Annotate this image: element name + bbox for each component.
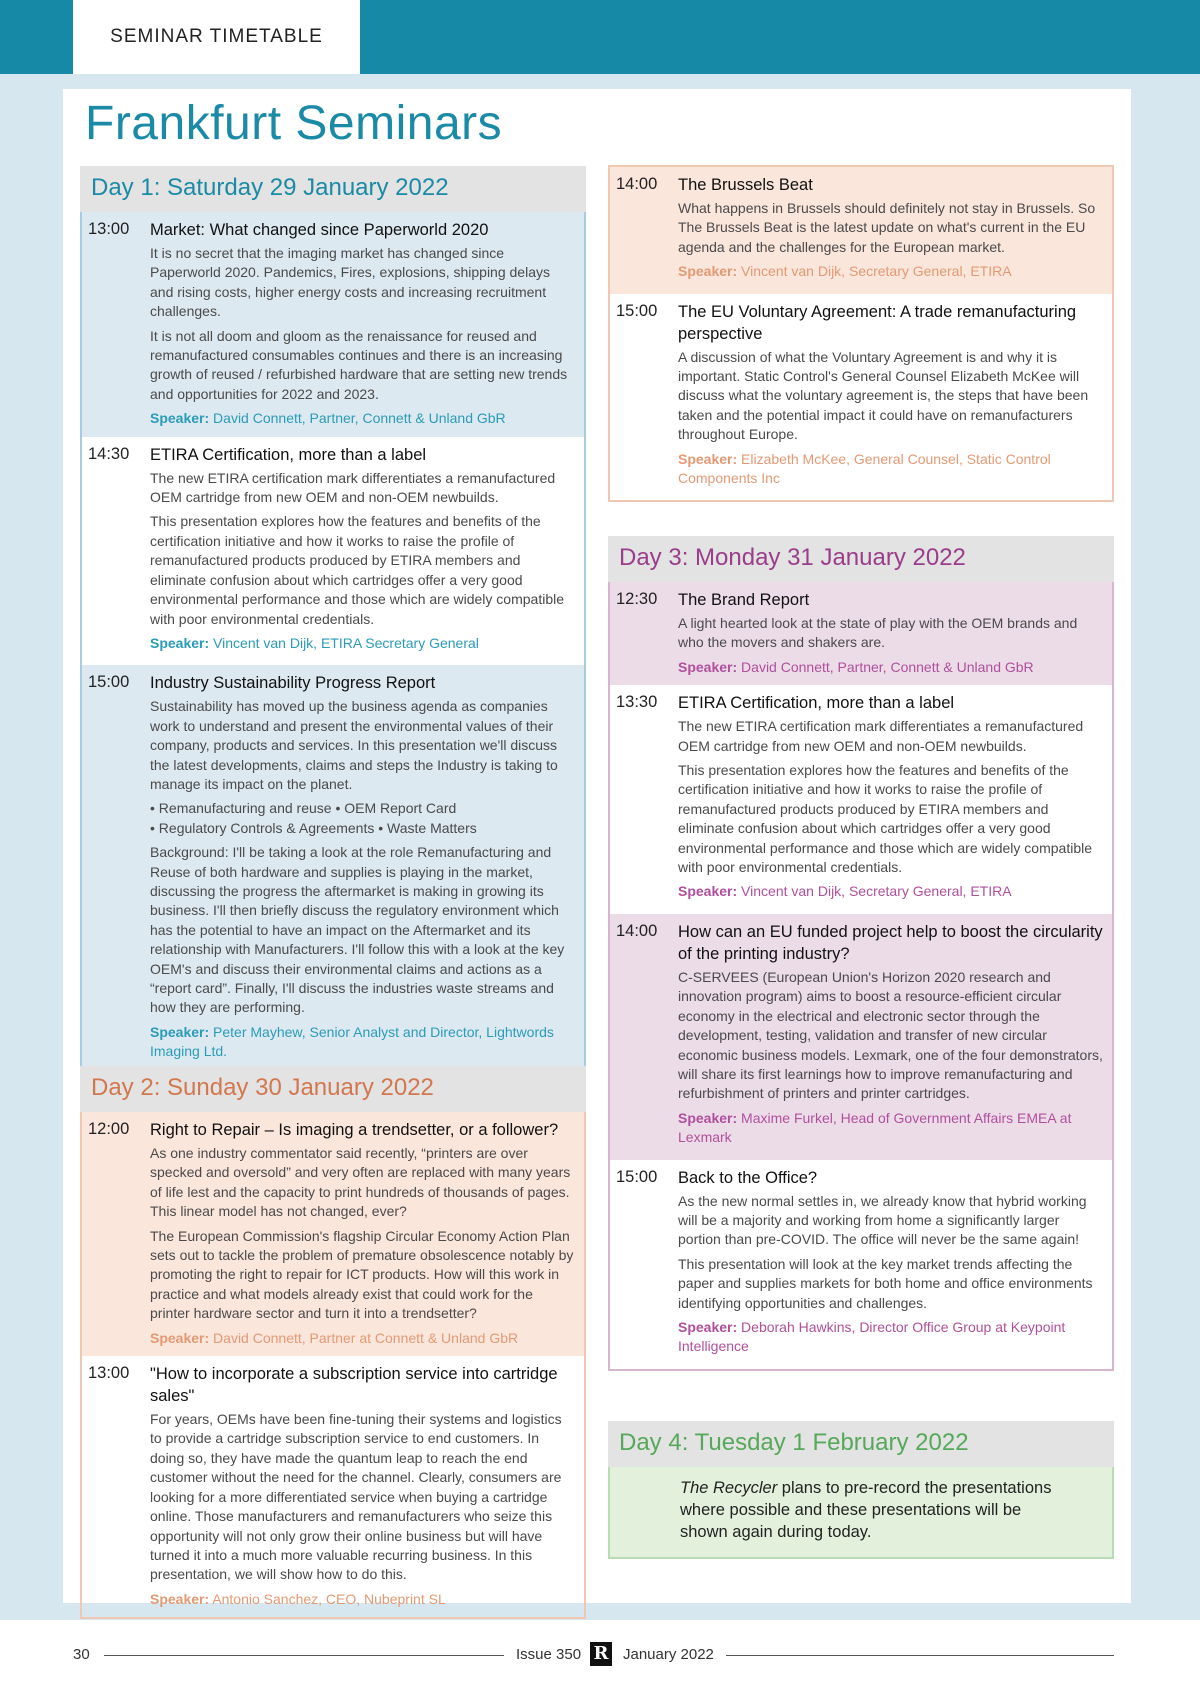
session-speaker (150, 409, 576, 428)
speaker-name: David Connett, Partner, Connett & Unland GbR (213, 410, 506, 427)
session-time: 14:30 (88, 444, 130, 463)
day2-section (80, 1066, 586, 1619)
speaker-name: Maxime Furkel, Head of Government Affairs EMEA at Lexmark (678, 1109, 1072, 1146)
session-time: 15:00 (616, 1167, 658, 1186)
section-tab (73, 0, 360, 74)
day3-box (608, 582, 1114, 1371)
session-time: 13:00 (88, 220, 130, 238)
page-number: 30 (73, 1646, 90, 1663)
session-description: This presentation explores how the features and benefits of the certification initiative and how it works to raise the profile of remanufactured products produced by ETIRA members and eliminate confusion about which cartridges offer a very good environmental performance and those which are widely compatible with poor environmental credentials. (678, 762, 1092, 876)
session-description: As the new normal settles in, we already know that hybrid working will be a majority and working from home a significantly larger portion than pre-COVID. The office will never be the same again! (678, 1192, 1087, 1248)
session-speaker (150, 634, 576, 653)
session-title: Back to the Office? (678, 1168, 818, 1187)
session-speaker (678, 450, 1104, 489)
session-title: Market: What changed since Paperworld 2020 (150, 221, 489, 239)
speaker-name: David Connett, Partner, Connett & Unland GbR (741, 658, 1034, 675)
speaker-label: Speaker: (678, 1109, 738, 1126)
session-speaker (678, 658, 1104, 677)
session (82, 212, 584, 437)
speaker-name: Vincent van Dijk, Secretary General, ETIRA (741, 263, 1012, 280)
bullet-line: • Regulatory Controls & Agreements • Waste Matters (150, 819, 477, 836)
day4-note (610, 1467, 1112, 1557)
day2-heading: Day 2: Sunday 30 January 2022 (80, 1066, 586, 1112)
speaker-label: Speaker: (150, 634, 210, 651)
session (82, 1356, 584, 1617)
session-speaker (150, 1590, 576, 1609)
session (610, 914, 1112, 1160)
day1-box (80, 212, 586, 1072)
day4-note-text: plans to pre-record the presentations where possible and these presentations will be shown again during today. (680, 1479, 1052, 1541)
day2-box (80, 1112, 586, 1619)
page-footer (0, 1640, 1200, 1670)
session-description: A light hearted look at the state of play with the OEM brands and who the movers and shakers are. (678, 615, 1078, 651)
day1-section (80, 166, 586, 1072)
session-time: 12:30 (616, 590, 658, 608)
speaker-label: Speaker: (150, 410, 210, 427)
speaker-name: David Connett, Partner at Connett & Unland GbR (213, 1329, 519, 1346)
session-title: The EU Voluntary Agreement: A trade remanufacturing perspective (678, 302, 1077, 343)
speaker-label: Speaker: (150, 1329, 210, 1346)
speaker-name: Deborah Hawkins, Director Office Group at Keypoint Intelligence (678, 1318, 1066, 1355)
day4-heading: Day 4: Tuesday 1 February 2022 (608, 1421, 1114, 1467)
session (610, 294, 1112, 501)
session (610, 167, 1112, 294)
session-description: C-SERVEES (European Union's Horizon 2020 research and innovation program) aims to boost a resource-efficient circular economy in the electrical and electronic sector through the development, testing, validation and transfer of new circular economic business models. Lexmark, one of the four demonstrators, will share its first learnings how to improve remanufacturing and refurbishment of printers and printer cartridges. (678, 968, 1103, 1102)
session-speaker (678, 262, 1104, 281)
speaker-label: Speaker: (678, 883, 738, 900)
session (610, 582, 1112, 685)
session-description: The new ETIRA certification mark differentiates a remanufactured OEM cartridge from new OEM and non-OEM newbuilds. (150, 469, 556, 506)
page-title: Frankfurt Seminars (85, 97, 503, 150)
bullet-line: • Remanufacturing and reuse • OEM Report Card (150, 800, 457, 817)
session-description: The new ETIRA certification mark differentiates a remanufactured OEM cartridge from new OEM and non-OEM newbuilds. (678, 718, 1084, 754)
session-description: It is not all doom and gloom as the renaissance for reused and remanufactured consumables continues and there is an increasing growth of reused / refurbished hardware that are setting new trends and opportunities for 2022 and 2023. (150, 327, 568, 402)
session-speaker (150, 1329, 576, 1348)
section-tab-label: SEMINAR TIMETABLE (110, 26, 323, 47)
day4-box (608, 1467, 1114, 1559)
session-time: 14:00 (616, 921, 658, 940)
speaker-label: Speaker: (678, 263, 738, 280)
speaker-name: Elizabeth McKee, General Counsel, Static Control Components Inc (678, 450, 1051, 487)
session-description: For years, OEMs have been fine-tuning their systems and logistics to provide a cartridge subscription service to end customers. In doing so, they have made the quantum leap to reach the end customer without the need for the channel. Clearly, consumers are looking for a more differentiated service when buying a cartridge online. Those manufacturers and remanufacturers who seize this opportunity will not only grow their online business but will have turned it into a much more valuable recurring business. In this presentation, we will show how to do this. (150, 1411, 562, 1583)
issue-number: Issue 350 (516, 1646, 582, 1663)
session (610, 685, 1112, 914)
speaker-label: Speaker: (678, 658, 738, 675)
session-title: The Brand Report (678, 591, 810, 609)
session-description: The European Commission's flagship Circular Economy Action Plan sets out to tackle the problem of premature obsolescence notably by promoting the right to repair for ICT products. How will this work in practice and what models already exist that could work for the printer hardware sector and turn it into a trendsetter? (150, 1227, 574, 1322)
day2-continued-box (608, 165, 1114, 502)
session-time: 13:00 (88, 1364, 130, 1383)
session-time: 13:30 (616, 693, 658, 712)
day1-heading: Day 1: Saturday 29 January 2022 (80, 166, 586, 212)
session-speaker (678, 1318, 1104, 1357)
session-description: It is no secret that the imaging market has changed since Paperworld 2020. Pandemics, Fires, explosions, shipping delays and rising costs, higher energy costs and increasing recruitment challenges. (150, 245, 550, 320)
session (82, 437, 584, 666)
session-title: Industry Sustainability Progress Report (150, 674, 436, 693)
session (610, 1160, 1112, 1369)
speaker-label: Speaker: (150, 1590, 210, 1607)
session (82, 665, 584, 1069)
speaker-name: Peter Mayhew, Senior Analyst and Director, Lightwords Imaging Ltd. (150, 1023, 554, 1060)
day3-heading: Day 3: Monday 31 January 2022 (608, 536, 1114, 582)
session-description: This presentation explores how the features and benefits of the certification initiative and how it works to raise the profile of remanufactured products produced by ETIRA members and eliminate confusion about which cartridges offer a very good environmental performance and those which are widely compatible with poor environmental credentials. (150, 513, 564, 627)
session-title: ETIRA Certification, more than a label (150, 445, 427, 464)
session-bullets (150, 799, 576, 838)
session-time: 15:00 (616, 301, 658, 320)
session-description: As one industry commentator said recently, “printers are over specked and oversold” and very often are replaced with many years of life lest and the capacity to print hundreds of thousands of pages. This linear model has not changed, ever? (150, 1145, 571, 1220)
session-title: The Brussels Beat (678, 176, 813, 194)
speaker-label: Speaker: (678, 450, 738, 467)
speaker-name: Antonio Sanchez, CEO, Nubeprint SL (212, 1590, 446, 1607)
session-speaker (150, 1023, 576, 1062)
day2-continued-section (608, 165, 1114, 502)
session-time: 15:00 (88, 673, 130, 692)
issue-date: January 2022 (623, 1646, 714, 1663)
session-title: "How to incorporate a subscription service into cartridge sales" (150, 1365, 558, 1406)
publication-name: The Recycler (680, 1479, 778, 1497)
session-description: What happens in Brussels should definitely not stay in Brussels. So The Brussels Beat is the latest update on what's current in the EU agenda and the challenges for the European market. (678, 200, 1096, 255)
session-description: A discussion of what the Voluntary Agreement is and why it is important. Static Control's General Counsel Elizabeth McKee will discuss what the voluntary agreement is, the steps that have been taken and the potential impact it could have on remanufacturers throughout Europe. (678, 348, 1089, 443)
day4-section (608, 1421, 1114, 1559)
speaker-name: Vincent van Dijk, ETIRA Secretary General (213, 634, 479, 651)
session-title: How can an EU funded project help to boost the circularity of the printing industry? (678, 922, 1103, 963)
footer-rule (104, 1655, 504, 1656)
session-speaker (678, 1109, 1104, 1148)
session-title: Right to Repair – Is imaging a trendsetter, or a follower? (150, 1121, 559, 1139)
footer-rule (726, 1655, 1114, 1656)
speaker-label: Speaker: (150, 1023, 210, 1040)
session-description: This presentation will look at the key market trends affecting the paper and supplies markets for both home and office environments identifying opportunities and challenges. (678, 1255, 1093, 1311)
session-time: 14:00 (616, 175, 658, 193)
session-time: 12:00 (88, 1120, 130, 1138)
session-description: Sustainability has moved up the business agenda as companies work to understand and present the environmental values of their company, products and services. In this presentation we'll discuss the latest developments, claims and steps the Industry is taking to manage its impact on the planet. (150, 698, 558, 792)
session-title: ETIRA Certification, more than a label (678, 694, 955, 713)
speaker-name: Vincent van Dijk, Secretary General, ETIRA (741, 883, 1012, 900)
recycler-logo-icon: R (590, 1642, 612, 1666)
session-description: Background: I'll be taking a look at the role Remanufacturing and Reuse of both hardware and supplies is playing in the market, discussing the progress the aftermarket is making in growing its business. I'll then briefly discuss the regulatory environment which has the potential to have an impact on the Aftermarket and its relationship with Manufacturers. I'll follow this with a look at the key OEM's and discuss their environmental claims and actions as a “report card”. Finally, I'll discuss the industries waste streams and how they are performing. (150, 844, 565, 1016)
session-speaker (678, 882, 1104, 901)
speaker-label: Speaker: (678, 1318, 738, 1335)
day3-section (608, 536, 1114, 1371)
session (82, 1112, 584, 1356)
